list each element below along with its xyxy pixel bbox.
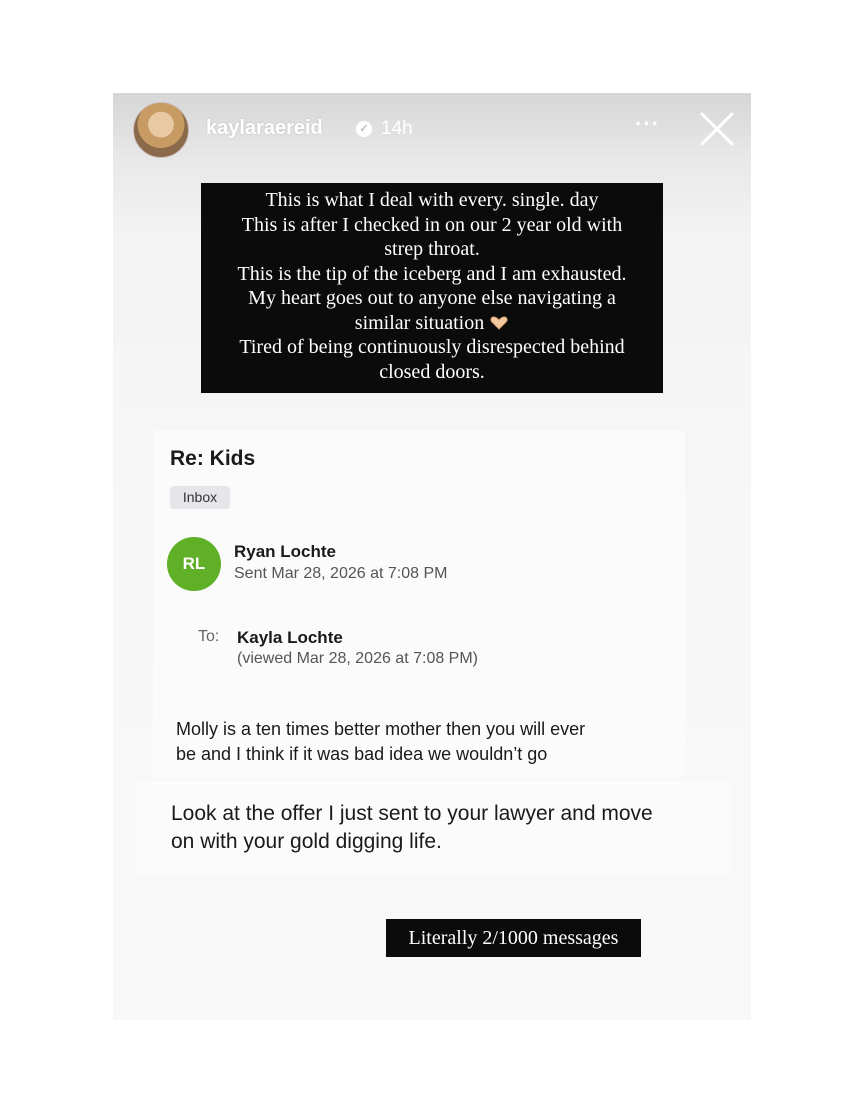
caption-line: This is what I deal with every. single. day (265, 189, 599, 211)
email-offer-text (171, 800, 711, 856)
profile-avatar[interactable] (133, 102, 189, 158)
heart-hands-emoji (489, 316, 509, 330)
close-icon[interactable] (699, 111, 735, 147)
story-frame (113, 93, 751, 1020)
recipient-name: Kayla Lochte (237, 628, 343, 647)
caption-line: Tired of being continuously disrespected behind (239, 336, 625, 358)
caption-line-with-emoji (201, 311, 663, 336)
sender-name: Ryan Lochte (234, 542, 337, 561)
caption-line: This is the tip of the iceberg and I am exhausted. (237, 262, 627, 285)
viewed-date: (viewed Mar 28, 2026 at 7:08 PM) (237, 650, 479, 667)
story-timestamp: 14h (381, 118, 413, 139)
to-label: To: (198, 628, 220, 645)
caption-line: similar situation (354, 311, 485, 334)
caption-line: This is after I checked in on our 2 year old with (241, 213, 623, 236)
more-options-icon[interactable]: ··· (635, 111, 660, 136)
email-body (176, 717, 656, 767)
sent-date: Sent Mar 28, 2026 at 7:08 PM (234, 565, 448, 582)
sender-avatar: RL (167, 537, 221, 591)
story-note: Literally 2/1000 messages (386, 919, 641, 957)
verified-badge-icon: ✓ (356, 121, 372, 137)
story-caption (201, 183, 663, 393)
offer-line: on with your gold digging life. (171, 830, 442, 853)
body-line: Molly is a ten times better mother then you will ever (176, 719, 586, 739)
folder-badge: Inbox (170, 486, 230, 509)
email-subject: Re: Kids (170, 447, 256, 470)
story-username[interactable]: kaylaraereid (206, 117, 323, 139)
body-line: be and I think if it was bad idea we wouldn’t go (176, 744, 548, 764)
caption-line: closed doors. (379, 360, 485, 383)
caption-line: strep throat. (384, 238, 480, 260)
offer-line: Look at the offer I just sent to your lawyer and move (171, 802, 653, 825)
caption-line: My heart goes out to anyone else navigating a (248, 287, 616, 309)
